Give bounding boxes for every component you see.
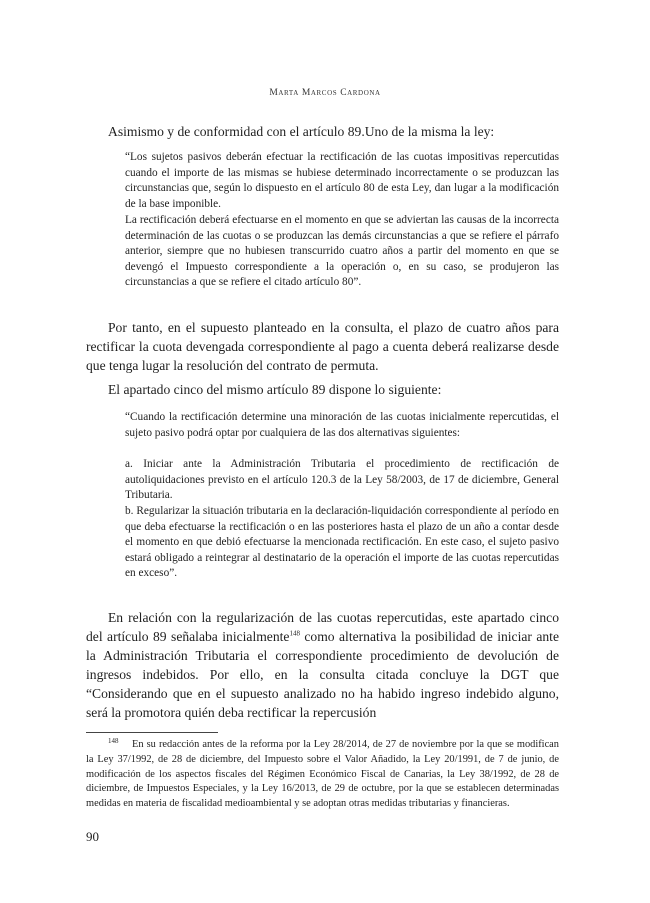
paragraph-regularizacion <box>86 608 559 722</box>
quote-item-b: b. Regularizar la situación tributaria en la declaración-liquidación correspondiente al período en que deba efectuarse la rectificación o en las posteriores hasta el plazo de un año a contar desde el momento en que debió efectuarse la mencionada rectificación. En este caso, el sujeto pasivo estará obligado a reintegrar al destinatario de la operación el importe de las cuotas repercutidas en exceso”. <box>125 505 559 579</box>
footnote-divider <box>86 732 218 733</box>
quote-paragraph-1: “Los sujetos pasivos deberán efectuar la rectificación de las cuotas impositivas repercutidas cuando el importe de las mismas se hubiese determinado incorrectamente o se produzcan las circunstancias que, según lo dispuesto en el artículo 80 de esta Ley, dan lugar a la modificación de la base imponible. <box>125 151 559 210</box>
footnote: $^{148}$ En su redacción antes de la reforma por la Ley 28/2014, de 27 de noviembre por la que se modifican la Ley 37/1992, de 28 de diciembre, del Impuesto sobre el Valor Añadido, la Ley 20/1991, de 7 de junio, de modificación de los aspectos fiscales del Régimen Económico Fiscal de Canarias, la Ley 38/1992, de 28 de diciembre, de Impuestos Especiales, y la Ley 16/2013, de 29 de octubre, por la que se establecen determinadas medidas en materia de fiscalidad medioambiental y se adoptan otras medidas tributarias y financieras. <box>86 736 559 810</box>
quote-paragraph-2: La rectificación deberá efectuarse en el momento en que se adviertan las causas de la incorrecta determinación de las cuotas o se produzcan las demás circunstancias a que se refiere el párrafo anterior, siempre que no hubiesen transcurrido cuatro años a partir del momento en que se devengó el Impuesto correspondiente a la operación o, en su caso, se produjeron las circunstancias a que se refiere el citado artículo 80”. <box>125 214 559 288</box>
paragraph-intro: Asimismo y de conformidad con el artículo 89.Uno de la misma la ley: <box>108 124 495 139</box>
running-head: Marta Marcos Cardona <box>269 88 381 98</box>
footnote-reference[interactable]: 148 <box>289 629 300 638</box>
paragraph-apartado-cinco: El apartado cinco del mismo artículo 89 dispone lo siguiente: <box>108 382 442 397</box>
page-number: 90 <box>86 829 99 844</box>
paragraph-plazo: Por tanto, en el supuesto planteado en la consulta, el plazo de cuatro años para rectificar la cuota devengada correspondiente al pago a cuenta deberá realizarse desde que tenga lugar la resolución del contrato de permuta. <box>86 320 559 373</box>
quote-paragraph-3: “Cuando la rectificación determine una minoración de las cuotas inicialmente repercutidas, el sujeto pasivo podrá optar por cualquiera de las dos alternativas siguientes: <box>125 411 559 439</box>
paragraph-regularizacion-text-2: como alternativa la posibilidad de iniciar ante la Administración Tributaria el correspondiente procedimiento de devolución de ingresos indebidos. Por ello, en la consulta citada concluye la DGT que “Considerando que en el supuesto analizado no ha habido ingreso indebido alguno, será la promotora quién deba rectificar la repercusión <box>86 629 559 720</box>
quote-item-a: a. Iniciar ante la Administración Tributaria el procedimiento de rectificación de autoliquidaciones previsto en el artículo 120.3 de la Ley 58/2003, de 17 de diciembre, General Tributaria. <box>125 458 559 501</box>
paragraph-regularizacion-text-1: En relación con la regularización de las cuotas repercutidas, este apartado cinco del artículo 89 señalaba inicialmente <box>86 610 559 644</box>
footnote-text: En su redacción antes de la reforma por la Ley 28/2014, de 27 de noviembre por la que se modifican la Ley 37/1992, de 28 de diciembre, del Impuesto sobre el Valor Añadido, la Ley 20/1991, de 7 de junio, de modificación de los aspectos fiscales del Régimen Económico Fiscal de Canarias, la Ley 38/1992, de 28 de diciembre, de Impuestos Especiales, y la Ley 16/2013, de 29 de octubre, por la que se establecen determinadas medidas en materia de fiscalidad medioambiental y se adoptan otras medidas tributarias y financieras. <box>86 739 559 810</box>
